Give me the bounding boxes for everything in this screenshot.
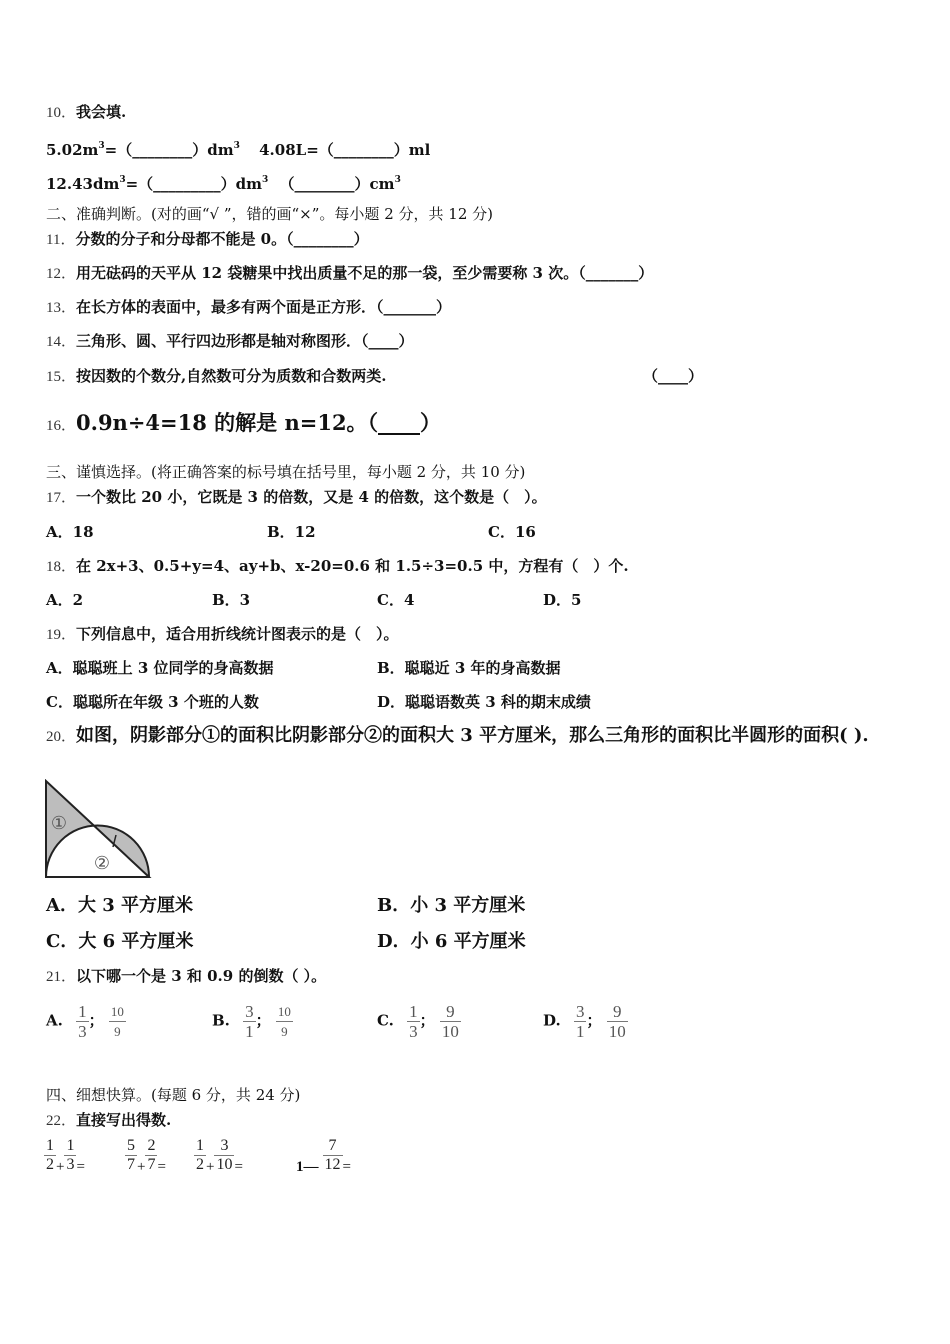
expr-text: =（_________）dm	[125, 175, 263, 193]
fraction	[44, 1137, 56, 1174]
operator: +	[206, 1158, 215, 1175]
question-number: 22．	[46, 1113, 77, 1129]
question-18	[46, 556, 629, 577]
question-21	[46, 966, 326, 987]
question-number: 10．	[46, 105, 77, 121]
question-number: 15．	[46, 369, 77, 385]
region-1-label: ①	[50, 813, 68, 833]
fraction	[194, 1137, 206, 1174]
option-label: C.	[377, 1011, 394, 1030]
fraction	[64, 1137, 76, 1174]
option-a: A．2	[46, 591, 84, 609]
question-17	[46, 487, 547, 508]
question-10-line-1	[46, 136, 430, 160]
fraction	[574, 1002, 587, 1041]
equals-sign: =	[342, 1158, 351, 1175]
question-number: 19．	[46, 627, 77, 643]
operator: +	[56, 1158, 65, 1175]
operator: +	[137, 1158, 146, 1175]
option-d: D．小 6 平方厘米	[377, 931, 526, 952]
fraction	[125, 1137, 137, 1174]
equals-sign: =	[76, 1158, 85, 1175]
expression-1	[44, 1137, 85, 1176]
denominator: 2	[196, 1156, 204, 1173]
expression-3	[194, 1137, 243, 1176]
fraction	[276, 1002, 293, 1041]
superscript: 3	[233, 141, 240, 151]
triangle-semicircle-figure	[44, 779, 152, 880]
question-number: 17．	[46, 490, 77, 506]
option-label: A.	[46, 1011, 63, 1030]
question-text: 在 2x+3、0.5+y=4、ay+b、x-20=0.6 和 1.5÷3=0.5 中，方程有（ ）个.	[76, 557, 629, 575]
question-text: 我会填.	[76, 103, 127, 121]
fraction	[607, 1002, 628, 1041]
question-number: 21．	[46, 969, 77, 985]
expression-2	[125, 1137, 166, 1176]
option-c: C．4	[377, 591, 415, 609]
question-text: 在长方体的表面中，最多有两个面是正方形．（_______）	[76, 298, 452, 316]
question-text: 如图，阴影部分①的面积比阴影部分②的面积大 3 平方厘米，那么三角形的面积比半圆形的面积( ).	[76, 725, 869, 746]
expr-text: 5.02m	[46, 141, 99, 159]
denominator: 1	[575, 1022, 585, 1041]
numerator: 3	[575, 1002, 585, 1021]
superscript: 3	[394, 175, 401, 185]
denominator: 12	[324, 1156, 341, 1173]
question-text: 0.9n÷4=18 的解是 n=12。（____）	[76, 410, 442, 435]
section-3-heading: 三、谨慎选择。(将正确答案的标号填在括号里，每小题 2 分，共 10 分)	[46, 463, 526, 481]
question-text: 用无砝码的天平从 12 袋糖果中找出质量不足的那一袋，至少需要称 3 次。（_______）	[76, 264, 654, 282]
superscript: 3	[119, 175, 126, 185]
section-4-heading: 四、细想快算。(每题 6 分，共 24 分)	[46, 1086, 301, 1104]
option-b: B．12	[267, 523, 316, 541]
question-text: 以下哪一个是 3 和 0.9 的倒数（ ）。	[76, 967, 327, 985]
numerator: 10	[110, 1004, 124, 1019]
superscript: 3	[98, 141, 105, 151]
question-text: 分数的分子和分母都不能是 0。（________）	[75, 230, 369, 248]
question-text: 直接写出得数.	[76, 1111, 172, 1129]
numerator: 1	[66, 1137, 75, 1154]
fraction	[109, 1002, 126, 1041]
question-number: 12．	[46, 266, 77, 282]
option-a	[46, 1002, 126, 1041]
denominator: 7	[127, 1156, 135, 1173]
denominator: 10	[216, 1156, 233, 1173]
question-10-line-2	[46, 170, 401, 194]
numerator: 9	[446, 1002, 455, 1021]
question-19	[46, 624, 399, 645]
separator: ；	[88, 1011, 104, 1030]
numerator: 7	[328, 1137, 337, 1154]
denominator: 9	[109, 1021, 126, 1041]
option-label: B.	[212, 1011, 230, 1030]
denominator: 3	[66, 1156, 75, 1173]
numerator: 1	[409, 1002, 418, 1021]
option-b: B．聪聪近 3 年的身高数据	[377, 659, 561, 677]
option-a: A．聪聪班上 3 位同学的身高数据	[46, 659, 274, 677]
fraction	[76, 1002, 89, 1041]
region-2-label: ②	[93, 853, 111, 873]
expr-text: 12.43dm	[46, 175, 120, 193]
question-15	[46, 366, 706, 387]
expr-text: 4.08L=（________）ml	[259, 141, 431, 159]
fraction	[243, 1002, 256, 1041]
question-number: 13．	[46, 300, 77, 316]
option-b: B．小 3 平方厘米	[377, 895, 526, 916]
option-c: C．大 6 平方厘米	[46, 931, 194, 952]
question-number: 20．	[46, 729, 77, 745]
superscript: 3	[262, 175, 269, 185]
expression-4	[296, 1137, 351, 1176]
equals-sign: =	[234, 1158, 243, 1175]
option-b	[212, 1002, 293, 1041]
question-22	[46, 1110, 171, 1131]
question-number: 16．	[46, 418, 77, 434]
option-d	[543, 1002, 628, 1041]
question-16	[46, 410, 441, 436]
denominator: 10	[608, 1022, 626, 1041]
denominator: 3	[409, 1022, 418, 1041]
option-label: D.	[543, 1011, 561, 1030]
question-text: 三角形、圆、平行四边形都是轴对称图形．（____）	[76, 332, 414, 350]
option-c: C．聪聪所在年级 3 个班的人数	[46, 693, 259, 711]
numerator: 10	[277, 1004, 291, 1019]
question-number: 14．	[46, 334, 77, 350]
denominator: 9	[276, 1021, 293, 1041]
question-12	[46, 263, 653, 284]
minuend: 1—	[296, 1158, 319, 1175]
question-text: 下列信息中，适合用折线统计图表示的是（ ）。	[76, 625, 399, 643]
fraction	[214, 1137, 234, 1174]
denominator: 1	[245, 1022, 254, 1041]
equals-sign: =	[157, 1158, 166, 1175]
option-c: C．16	[488, 523, 536, 541]
fraction	[145, 1137, 157, 1174]
numerator: 1	[196, 1137, 204, 1154]
expr-text: =（________）dm	[104, 141, 234, 159]
option-a: A．大 3 平方厘米	[46, 895, 194, 916]
denominator: 3	[78, 1022, 87, 1041]
section-2-heading: 二、准确判断。(对的画“√ ”，错的画“×”。每小题 2 分，共 12 分)	[46, 205, 493, 223]
separator: ；	[586, 1011, 602, 1030]
separator: ；	[419, 1011, 435, 1030]
question-text: 按因数的个数分,自然数可分为质数和合数两类.	[76, 367, 387, 385]
expr-text: （________）cm	[279, 175, 395, 193]
question-20	[46, 726, 869, 747]
numerator: 2	[147, 1137, 156, 1154]
separator: ；	[255, 1011, 271, 1030]
denominator: 7	[147, 1156, 156, 1173]
fraction	[440, 1002, 461, 1041]
numerator: 1	[46, 1137, 54, 1154]
option-c	[377, 1002, 461, 1041]
question-text: 一个数比 20 小，它既是 3 的倍数，又是 4 的倍数，这个数是（ ）。	[76, 488, 547, 506]
option-d: D．5	[543, 591, 582, 609]
denominator: 10	[441, 1022, 459, 1041]
denominator: 2	[46, 1156, 54, 1173]
numerator: 5	[127, 1137, 135, 1154]
numerator: 3	[245, 1002, 254, 1021]
option-b: B．3	[212, 591, 251, 609]
numerator: 9	[612, 1002, 622, 1021]
question-14	[46, 331, 414, 352]
question-number: 11．	[46, 232, 76, 248]
fraction	[407, 1002, 420, 1041]
numerator: 3	[220, 1137, 229, 1154]
fraction	[323, 1137, 343, 1174]
question-10-title	[46, 102, 126, 123]
question-11	[46, 229, 369, 250]
option-d: D．聪聪语数英 3 科的期末成绩	[377, 693, 591, 711]
answer-blank: （____）	[643, 367, 704, 385]
numerator: 1	[78, 1002, 87, 1021]
question-number: 18．	[46, 559, 77, 575]
question-13	[46, 297, 451, 318]
option-a: A．18	[46, 523, 94, 541]
